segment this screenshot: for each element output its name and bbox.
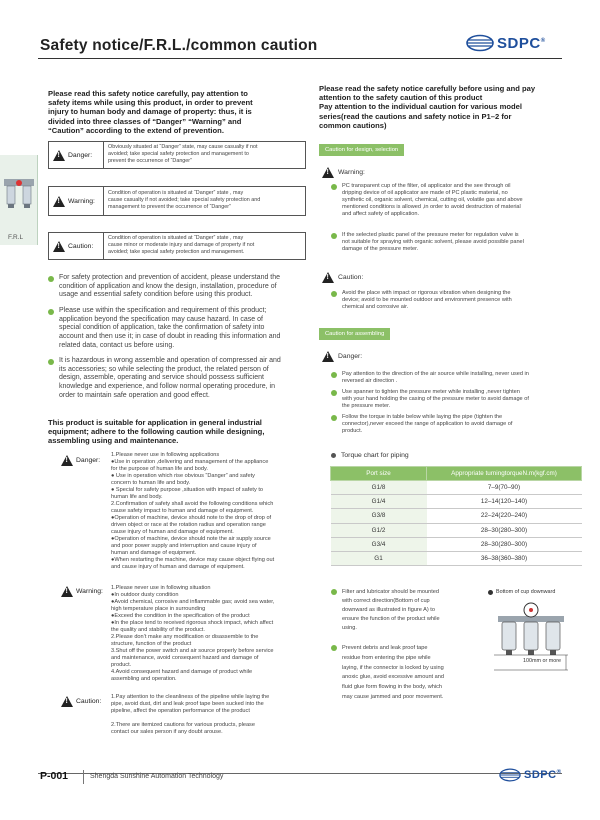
warning-triangle-icon — [53, 150, 65, 161]
col-torque: Appropriate turningtorqueN.m(kgf.cm) — [427, 467, 582, 481]
bullet-icon — [331, 184, 337, 190]
footer-separator — [83, 770, 84, 784]
warning-triangle-icon — [61, 455, 73, 466]
general-warning-label: ! Warning: — [61, 586, 103, 597]
general-caution-heading: This product is suitable for application in general industrial equipment; adhere to the following caution while designing, assembling using and maintenance. — [48, 418, 265, 446]
company-name: Shengda Sunshine Automation Technology — [90, 773, 224, 780]
bullet-icon — [48, 276, 54, 282]
warning-triangle-icon — [322, 167, 334, 178]
bullet-icon — [331, 233, 337, 239]
left-bullet-2: Please use within the specification and requirement of this product; application beyond the specification may cause hazard. In case of special condition of application, take the confirmation of safety into account and then use it; in case of doubt in reading this information and related data, contact us before using. — [59, 307, 281, 349]
bullet-icon — [331, 645, 337, 651]
col-port-size: Port size — [331, 467, 427, 481]
bullet-icon — [331, 291, 337, 297]
warning-triangle-icon — [322, 351, 334, 362]
notice-danger-text: Obviously situated at “Danger” state, may cause casualty if not avoided; take special safety protection and management to prevent the occurrence of “Danger” — [108, 144, 258, 164]
right-caution-bullet: Avoid the place with impact or rigorous vibration when designing the device; avoid to be mounted outdoor and environment presence with chemical and corrosive air. — [342, 290, 512, 310]
left-bullet-3: It is hazardous in wrong assemble and operation of compressed air and its accessories; so while selecting the product, the related person of design, assemble, operating and service should possess sufficient knowledge and experience, and follow normal operating procedure, in order to maintain safe operation and good effect. — [59, 357, 281, 399]
globe-logo-icon — [465, 34, 495, 52]
globe-logo-icon — [498, 768, 522, 782]
warning-triangle-icon — [53, 196, 65, 207]
bullet-icon — [331, 372, 337, 378]
right-warning-bullet-2: If the selected plastic panel of the pressure meter for regulation valve is not suitable for spraying with organic solvent, please avoid possible panel damage of the pressure meter. — [342, 232, 524, 252]
notice-warning-label: ! Warning: — [53, 196, 95, 207]
table-row: G1/8 7–9(70–90) — [331, 481, 582, 495]
table-row: G3/4 28–30(280–300) — [331, 537, 582, 551]
filter-note: Filter and lubricator should be mounted with correct direction(Bottom of cup downward as illustrated in figure A) to ensure the function of the product while using. — [342, 589, 440, 631]
left-bullet-1: For safety protection and prevention of accident, please understand the condition of application and know the design, installation, procedure of usage and essential safety condition before using this product. — [59, 274, 281, 299]
notice-danger-label: ! Danger: — [53, 150, 92, 161]
bullet-icon — [331, 589, 337, 595]
torque-table — [330, 466, 582, 566]
bullet-icon — [331, 453, 336, 458]
bullet-icon — [48, 309, 54, 315]
right-danger-bullet-1: Pay attention to the direction of the air source while installing, never used in reversed air direction . — [342, 371, 529, 384]
debris-note: Prevent debris and leak proof tape residue from entering the pipe while laying, if the connector is locked by using anoxic glue, avoid excessive amount and fluid glue form flowing in the body, which may cause jammed and poor movement. — [342, 645, 444, 700]
right-danger-bullet-3: Follow the torque in table below while laying the pipe (tighten the connector),never exceed the range of application to avoid damage of product. — [342, 414, 513, 434]
tab-assembling: Caution for assembling — [319, 328, 390, 340]
page-number: P-001 — [40, 770, 69, 782]
notice-caution-label: ! Caution: — [53, 241, 93, 252]
general-caution-text: 1.Pay attention to the cleanliness of the pipeline while laying the pipe, avoid dust, dirt and leak proof tape been sucked into the pipeline, affect the operation performance of the product 2.There are itemized cautions for various products, please contact our sales person if any doubt arouse. — [111, 694, 270, 735]
table-row: G3/8 22–24(220–240) — [331, 509, 582, 523]
notice-caution-text: Condition of operation is situated at “Danger” state , may cause minor or moderate injury and damage of property if not avoided; take special safety protection and management. — [108, 235, 255, 255]
right-intro: Please read the safety notice carefully before using and pay attention to the safety caution of this product Pay attention to the individual caution for various model series(read the cautions and safety notice in P1–2 for common cautions) — [319, 84, 536, 130]
table-row: G1/2 28–30(280–300) — [331, 523, 582, 537]
right-caution-heading: ! Caution: — [322, 272, 363, 283]
right-warning-heading: ! Warning: — [322, 167, 365, 178]
header-logo: SDPC® — [465, 34, 546, 52]
side-label: F.R.L — [8, 234, 24, 241]
bullet-icon — [48, 359, 54, 365]
footer-logo: SDPC® — [498, 768, 561, 782]
warning-triangle-icon — [322, 272, 334, 283]
figure-caption: Bottom of cup downward — [488, 589, 555, 595]
general-danger-label: ! Danger: — [61, 455, 100, 466]
header-divider — [38, 58, 562, 59]
table-row: G1 36–38(360–380) — [331, 551, 582, 565]
right-warning-bullet-1: PC transparent cup of the filter, oil applicator and the see through oil dripping device of oil applicator are made of PC plastic material, no synthetic oil, organic solvent, chemical, cutting oil, volatile gas and above mentioned conditions is allowed ,in order to avoid destruction of material and affect safety of application. — [342, 183, 523, 217]
side-tab — [0, 155, 38, 245]
left-intro: Please read this safety notice carefully, pay attention to safety items while using this product, in order to prevent injury to human body and damage of property: thus, it is divided into three classes of “Danger” “Warning” and “Caution” according to the extend of prevention. — [48, 89, 253, 135]
general-warning-text: 1.Please never use in following situation ●In outdoor dusty condition ●Avoid chemical, corrosive and inflammable gas; avoid sea water, high temperature place in surrounding ●Exceed the condition in the specification of the product ●In the place tend to received rigorous shock impact, which affect the quality and stability of the product. 2.Please don’t make any modification or disassemble to the structure, function of the product 3.Shut off the power switch and air source properly before service and maintenance, avoid consequent hazard and damage of product. 4.Avoid consequent hazard and damage of product while assembling and operation. — [111, 585, 275, 682]
warning-triangle-icon — [53, 241, 65, 252]
table-row: G1/4 12–14(120–140) — [331, 495, 582, 509]
general-danger-text: 1.Please never use in following applications ●Use in operation ,delivering and management of the appliance for the purpose of human life and body. ● Use in operation which rise obvious “Danger” and safety concern to human life and body. ● Special for safety purpose ,situation with impact of safety to human life and body. 2.Confirmation of safety shall avoid the following conditions which cause safety impact to human and damage of equipment. ●Operation of machine, device should note to the drop of drop of driven object or race at the rotation radius and operation range cause injury of human and damage of equipment. ●Operation of machine, device should note the air supply source and poor power supply and interruption and cause injury of human and damage of equipment. ●When restarting the machine, device may cause object flying out and cause injury of human and damage of equipment. — [111, 452, 275, 570]
tab-design-selection: Caution for design, selection — [319, 144, 404, 156]
page-title: Safety notice/F.R.L./common caution — [40, 37, 318, 54]
figure-dimension: 100mm or more — [523, 658, 562, 664]
right-danger-heading: ! Danger: — [322, 351, 362, 362]
table-header-row — [331, 467, 582, 481]
bullet-icon — [488, 590, 493, 595]
frl-unit-thumbnail-icon — [2, 175, 36, 225]
notice-warning-text: Condition of operation is situated at “Danger” state , may cause casualty if not avoided; take special safety protection and management to prevent the occurrence of “Danger” — [108, 190, 261, 210]
general-caution-label: ! Caution: — [61, 696, 101, 707]
torque-chart-title: Torque chart for piping — [331, 452, 409, 459]
right-danger-bullet-2: Use spanner to tighten the pressure meter while installing ,never tighten with your hand holding the casing of the pressure meter to avoid damage of the pressure meter. — [342, 389, 529, 409]
bullet-icon — [331, 390, 337, 396]
warning-triangle-icon — [61, 586, 73, 597]
bullet-icon — [331, 415, 337, 421]
warning-triangle-icon — [61, 696, 73, 707]
